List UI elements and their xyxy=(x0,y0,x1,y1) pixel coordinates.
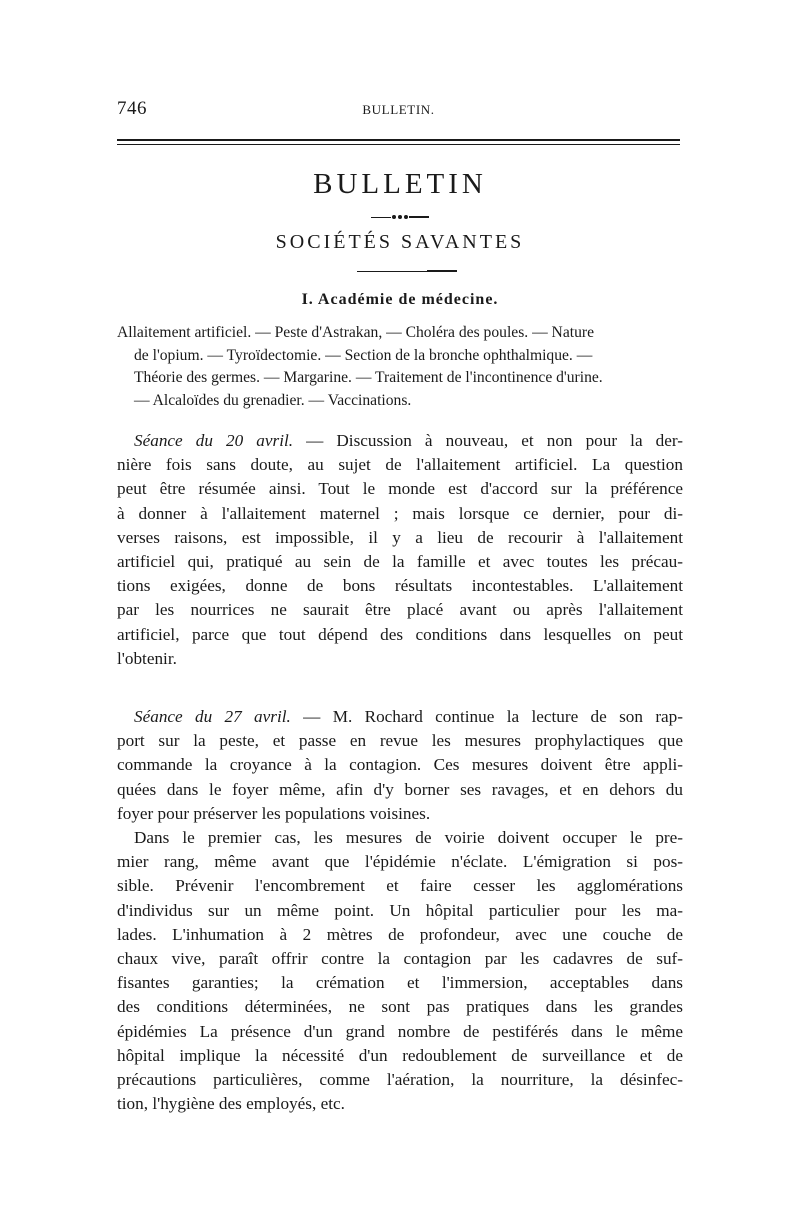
paragraph-line: précautions particulières, comme l'aération, la nourriture, la désinfec- xyxy=(117,1070,683,1090)
paragraph-line xyxy=(117,429,683,453)
running-head xyxy=(117,98,680,128)
paragraph-line: tion, l'hygiène des employés, etc. xyxy=(117,1094,345,1114)
paragraph-line: verses raisons, est impossible, il y a lieu de recourir à l'allaitement xyxy=(117,527,683,547)
section-divider-rule xyxy=(357,271,457,272)
paragraph-line: port sur la peste, et passe en revue les mesures prophylactiques que xyxy=(117,731,683,751)
paragraph-mesures-voirie xyxy=(117,826,683,1116)
paragraph-line: par les nourrices ne saurait être placé avant ou après l'allaitement xyxy=(117,600,683,620)
paragraph-line: mier rang, même avant que l'épidémie n'éclate. L'émigration si pos- xyxy=(117,852,683,872)
paragraph-line: épidémies La présence d'un grand nombre de pestiférés dans le même xyxy=(117,1021,683,1041)
section-heading: I. Académie de médecine. xyxy=(301,291,499,308)
paragraph-line: foyer pour préserver les populations voisines. xyxy=(117,803,431,823)
bulletin-title: BULLETIN xyxy=(313,168,487,200)
paragraph-line: fisantes garanties; la crémation et l'immersion, acceptables dans xyxy=(117,973,683,993)
summary-line: Théorie des germes. — Margarine. — Traitement de l'incontinence d'urine. xyxy=(134,369,603,386)
summary-line: de l'opium. — Tyroïdectomie. — Section de la bronche ophthalmique. — xyxy=(134,346,593,364)
summary-line: Allaitement artificiel. — Peste d'Astrakan, — Choléra des poules. — Nature xyxy=(117,324,594,341)
paragraph-line-text: — M. Rochard continue la lecture de son rap- xyxy=(290,707,683,726)
societes-title: SOCIÉTÉS SAVANTES xyxy=(275,231,525,253)
ornament-dot xyxy=(404,215,408,219)
paragraph-line-text: — Discussion à nouveau, et non pour la der- xyxy=(293,431,683,450)
paragraph-seance-27-avril xyxy=(117,705,683,826)
paragraph-line: nière fois sans doute, au sujet de l'allaitement artificiel. La question xyxy=(117,455,683,475)
seance-date: Séance du 20 avril. xyxy=(134,431,294,450)
summary-block xyxy=(117,322,683,412)
paragraph-line: peut être résumée ainsi. Tout le monde est d'accord sur la préférence xyxy=(117,479,683,499)
page-number: 746 xyxy=(117,98,147,119)
paragraph-line: quées dans le foyer même, afin d'y borner ses ravages, et en dehors du xyxy=(117,779,683,799)
paragraph-line: chaux vive, paraît offrir contre la contagion par les cadavres de suf- xyxy=(117,949,683,969)
running-title: BULLETIN. xyxy=(362,102,435,117)
ornament-dot xyxy=(398,215,402,219)
paragraph-line: Dans le premier cas, les mesures de voirie doivent occuper le pre- xyxy=(134,828,683,847)
paragraph-line: sible. Prévenir l'encombrement et faire cesser les agglomérations xyxy=(117,876,683,896)
paragraph-seance-20-avril xyxy=(117,429,683,671)
paragraph-line: des conditions déterminées, ne sont pas pratiques dans les grandes xyxy=(117,997,683,1017)
paragraph-line: tions exigées, donne de bons résultats incontestables. L'allaitement xyxy=(117,576,683,596)
ornament-line-right xyxy=(409,216,429,218)
paragraph-line: artificiel qui, pratiqué au sein de la famille et avec toutes les précau- xyxy=(117,552,683,572)
paragraph-line: commande la croyance à la contagion. Ces mesures doivent être appli- xyxy=(117,755,683,775)
ornament-line-left xyxy=(371,217,391,218)
ornament-dot xyxy=(392,215,396,219)
paragraph-line: à donner à l'allaitement maternel ; mais lorsque ce dernier, pour di- xyxy=(117,503,683,523)
paragraph-line: l'obtenir. xyxy=(117,648,177,668)
header-rule-thin xyxy=(117,144,680,145)
header-double-rule xyxy=(117,139,680,146)
header-rule-thick xyxy=(117,139,680,141)
seance-date: Séance du 27 avril. xyxy=(134,707,291,726)
paragraph-line: artificiel, parce que tout dépend des conditions dans lesquelles on peut xyxy=(117,624,683,644)
paragraph-line xyxy=(117,705,683,729)
paragraph-line: hôpital implique la nécessité d'un redoublement de surveillance et de xyxy=(117,1045,683,1065)
paragraph-line: d'individus sur un même point. Un hôpital particulier pour les ma- xyxy=(117,900,683,920)
summary-line: — Alcaloïdes du grenadier. — Vaccinations. xyxy=(134,391,412,409)
paragraph-line: lades. L'inhumation à 2 mètres de profondeur, avec une couche de xyxy=(117,924,683,944)
title-ornament xyxy=(0,214,800,220)
